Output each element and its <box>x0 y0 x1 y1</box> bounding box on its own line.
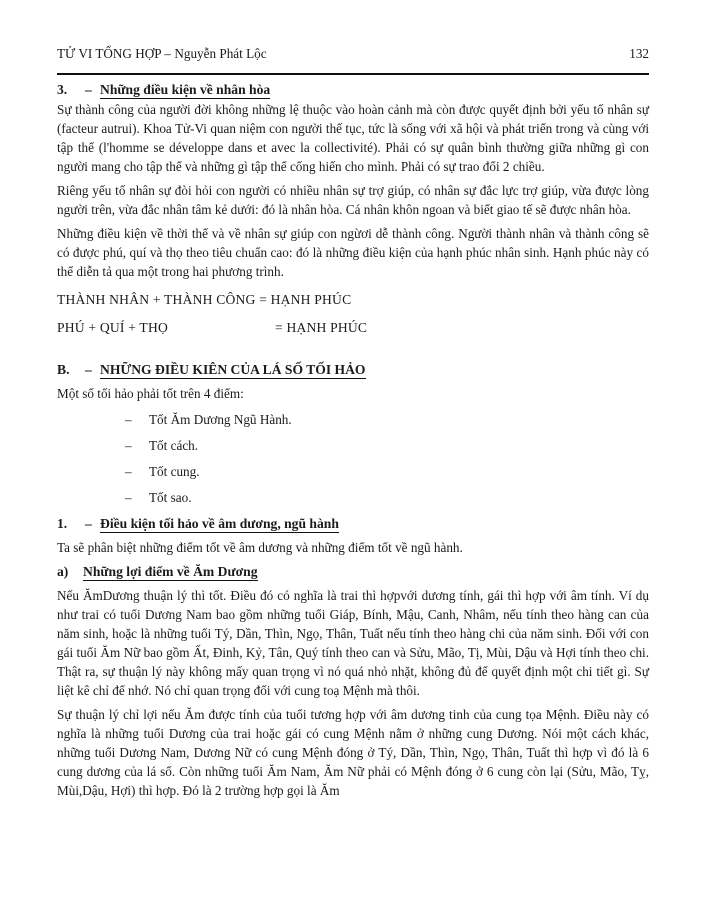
list-item-text: Tốt cung. <box>149 464 200 479</box>
paragraph-phan-biet: Ta sẽ phân biệt những điểm tốt về âm dương và những điểm tốt về ngũ hành. <box>57 540 463 555</box>
heading-dash: – <box>85 516 92 531</box>
heading-title: NHỮNG ĐIỀU KIÊN CỦA LÁ SỐ TỐI HẢO <box>100 362 366 377</box>
criteria-intro: Một số tối hảo phải tốt trên 4 điểm: <box>57 386 244 401</box>
section-3-heading <box>57 80 649 99</box>
section-b-heading <box>57 360 649 379</box>
equation-2-left: PHÚ + QUÍ + THỌ <box>57 320 168 335</box>
book-title: TỬ VI TỔNG HỢP – Nguyễn Phát Lộc <box>57 46 267 61</box>
list-item <box>57 488 649 507</box>
equation-line-2 <box>57 318 649 337</box>
section-a-heading <box>57 562 649 581</box>
list-item-dash: – <box>125 438 132 453</box>
list-item <box>57 410 649 429</box>
heading-number: 3. <box>57 82 68 97</box>
heading-title: Những điều kiện về nhân hòa <box>100 82 271 97</box>
list-item-text: Tốt sao. <box>149 490 192 505</box>
heading-dash: – <box>85 362 92 377</box>
heading-title: Những lợi điểm về Ăm Dương <box>83 564 258 579</box>
list-item-dash: – <box>125 490 132 505</box>
paragraph-nhan-hoa-2: Riêng yếu tố nhân sự đòi hỏi con người có nhiều nhân sự trợ giúp, có nhân sự đắc lực trợ giúp, vừa được lòng người trên, vừa đắc nhân tâm kẻ dưới: đó là nhân hòa. Cá nhân khôn ngoan và biết giao tế sẽ được nhân hòa. <box>57 183 649 217</box>
list-item-dash: – <box>125 412 132 427</box>
heading-number: B. <box>57 362 70 377</box>
page-number: 132 <box>629 46 649 61</box>
paragraph-nhan-hoa-1: Sự thành công của người đời không những lệ thuộc vào hoàn cảnh mà còn được quyết định bởi yếu tố nhân sự (facteur autrui). Khoa Tử-Vi quan niệm con người thế tục, tức là sống với xã hội và phát triển trong và cùng với tập thể (l'homme se développe dans et avec la collectivité). Phải có sự quân bình thường giữa những gì con người mang cho tập thể và những gì tập thể cống hiến cho mình. Phải có sự trao đổi 2 chiều. <box>57 102 649 174</box>
heading-number: 1. <box>57 516 68 531</box>
equation-line-1: THÀNH NHÂN + THÀNH CÔNG = HẠNH PHÚC <box>57 292 352 307</box>
list-item-dash: – <box>125 464 132 479</box>
list-item <box>57 462 649 481</box>
paragraph-am-duong-1: Nếu ĂmDương thuận lý thì tốt. Điều đó có nghĩa là trai thì hợpvới dương tính, gái thì hợp với âm tính. Ví dụ như trai có tuổi Dương Nam bao gồm những tuổi Giáp, Bính, Mậu, Canh, Nhâm, nếu tính theo hàng can của năm sinh, hoặc là những tuổi Tý, Dần, Thìn, Ngọ, Thân, Tuất nếu tính theo hàng chi của năm sinh. Đối với con gái tuổi Ăm Nữ bao gồm Ất, Đinh, Kỷ, Tân, Quý tính theo can và Sửu, Mão, Tị, Mùi, Dậu và Hợi tính theo chi. Thật ra, sự thuận lý này không mấy quan trọng vì nó quá nhỏ nhặt, không đủ để quyết định một chi tiết gì. Sự liệt kê chỉ để nhớ. Nó chỉ quan trọng đối với cung toạ Mệnh mà thôi. <box>57 588 649 698</box>
heading-title: Điều kiện tối hảo về âm dương, ngũ hành <box>100 516 339 531</box>
header-divider-rule <box>57 73 649 75</box>
equation-2-right: = HẠNH PHÚC <box>275 320 368 335</box>
heading-dash: – <box>85 82 92 97</box>
paragraph-am-duong-2: Sự thuận lý chỉ lợi nếu Ăm được tính của tuổi tương hợp với âm dương tinh của cung tọa Mệnh. Điều này có nghĩa là những tuổi Dương của trai hoặc gái có cung Mệnh nằm ở những cung Dương. Nói một cách khác, những tuổi Dương Nam, Dương Nữ có cung Mệnh đóng ở Tý, Dần, Thìn, Ngọ, Thân, Tuất thì hợp vì đó là 6 cung dương của lá số. Còn những tuổi Ăm Nam, Ăm Nữ phải có Mệnh đóng ở 6 cung còn lại (Sửu, Mão, Tỵ, Mùi,Dậu, Hợi) thì hợp. Đó là 2 trường hợp gọi là Ăm <box>57 707 649 798</box>
criteria-list <box>57 410 649 507</box>
list-item-text: Tốt Ăm Dương Ngũ Hành. <box>149 412 292 427</box>
list-item <box>57 436 649 455</box>
section-1-heading <box>57 514 649 533</box>
page-header <box>57 44 649 63</box>
list-item-text: Tốt cách. <box>149 438 199 453</box>
paragraph-nhan-hoa-3: Những điều kiện về thời thế và về nhân sự giúp con ngừơi dễ thành công. Người thành nhân và thành công sẽ có được phú, quí và thọ theo tiêu chuẩn cao: đó là những điều kiện của hạnh phúc nhân sinh. Hạnh phúc này có thể diễn tả qua một trong hai phương trình. <box>57 226 649 279</box>
heading-number: a) <box>57 564 69 579</box>
